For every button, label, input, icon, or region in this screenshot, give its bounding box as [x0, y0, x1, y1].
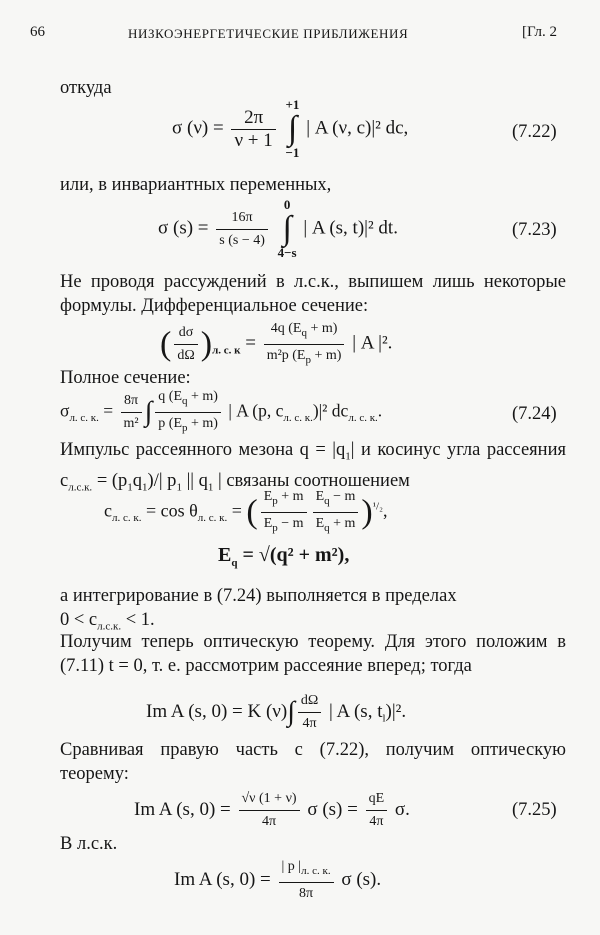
- p5-sub-p1b: 1: [176, 481, 182, 494]
- paragraph-optical: Получим теперь оптическую теорему. Для этого положим в (7.11) t = 0, т. е. рассмотрим рассеяние вперед; тогда: [60, 632, 566, 676]
- eqdiff-den-sub: p: [305, 353, 311, 366]
- eqcos-end: ,: [382, 500, 388, 521]
- eqim1-fraction: [298, 690, 321, 735]
- eqcos-n2-text: E: [315, 489, 325, 504]
- paragraph-total-section: Полное сечение:: [60, 368, 191, 388]
- eq722-label: (7.22): [512, 122, 557, 142]
- p6-range-start: 0 < c: [60, 610, 98, 630]
- eqdiff-tail: | A |².: [352, 332, 393, 354]
- eqim3-lhs: Im A (s, 0) =: [174, 868, 271, 890]
- p5-part-c: = (p: [92, 470, 128, 491]
- p5-sub-p1: 1: [127, 481, 133, 494]
- eq725-mid: σ (s) =: [307, 798, 358, 820]
- equation-7-23: [158, 198, 398, 260]
- eqcos-n2: [313, 486, 359, 513]
- p5-sub-q1b: 1: [207, 481, 214, 494]
- eq724-num: 8π: [121, 390, 142, 413]
- eq722-num: 2π: [231, 107, 275, 130]
- paren-left-icon: (: [160, 325, 172, 363]
- eqE-rhs: = √(q² + m²),: [242, 544, 350, 566]
- eqcos-d1: [261, 513, 307, 539]
- eq725-den: 4π: [262, 814, 277, 829]
- eqcos-d2-sub: q: [324, 521, 330, 534]
- eqdiff-fraction: [264, 318, 345, 371]
- eq722-lower-limit: −1: [285, 145, 300, 160]
- eq722-den: ν + 1: [234, 129, 273, 151]
- eq724-inner-num: [155, 386, 221, 413]
- running-header: [0, 24, 600, 46]
- p5-part-d: q: [132, 470, 143, 491]
- equation-im-a-1: [146, 690, 406, 735]
- eq724-fraction-2: [155, 386, 221, 439]
- paragraph-comparison: Сравнивая правую часть с (7.22), получим оптическую теорему:: [60, 740, 566, 784]
- chapter-label: [Гл. 2: [522, 24, 558, 40]
- eq724-inner-den: [155, 413, 221, 439]
- integral-sign-icon: ∫: [282, 210, 292, 247]
- eq724-inner-num-tail: + m): [187, 389, 218, 404]
- p5-sub-1: 1: [345, 450, 351, 463]
- eqim3-end: σ (s).: [341, 868, 382, 890]
- eq724-inner-num-sub: q: [182, 394, 188, 407]
- eq723-lhs: σ (s) =: [158, 217, 209, 239]
- eqcos-n1: [261, 486, 307, 513]
- eq722-upper-limit: +1: [285, 97, 300, 112]
- p5-sub-lsk: л.с.к.: [68, 481, 93, 494]
- p5-sub-q1: 1: [142, 481, 148, 494]
- eqim1-den: 4π: [302, 716, 317, 731]
- eqcos-fraction-2: [313, 486, 359, 539]
- eq723-lower-limit: 4−s: [277, 245, 297, 260]
- eq722-fraction: [231, 107, 275, 152]
- eqim1-lhs: Im A (s, 0) = K (ν): [146, 700, 288, 722]
- eqcos-n1-tail: + m: [277, 489, 304, 504]
- eq725-end: σ.: [394, 798, 410, 820]
- page-number: 66: [30, 24, 45, 40]
- eqcos-d1-sub: p: [272, 521, 278, 534]
- integral-sign-icon: ∫: [287, 696, 295, 728]
- eq724-inner-den-tail: + m): [187, 415, 218, 431]
- paragraph-invariant: или, в инвариантных переменных,: [60, 175, 332, 195]
- eq725-fraction-1: [239, 788, 300, 833]
- eqcos-equals: =: [231, 500, 242, 521]
- eqdiff-den-text: m²p (E: [266, 347, 306, 363]
- eq724-body-sub2: л. с. к.: [348, 411, 378, 424]
- eqim3-num: [279, 856, 334, 883]
- eq724-end: .: [377, 400, 383, 421]
- eqim1-body-sub: l: [382, 712, 386, 725]
- eqcos-d2-text: E: [315, 515, 325, 531]
- eq723-fraction: [216, 207, 268, 252]
- eqE-lhs-sub: q: [231, 557, 238, 569]
- eqcos-d2-tail: + m: [329, 515, 356, 531]
- eq725-fraction-2: [366, 788, 388, 833]
- eq725-den2: 4π: [369, 814, 384, 829]
- paragraph-lsk-short: В л.с.к.: [60, 834, 118, 854]
- eqdiff-lhs-den: dΩ: [177, 347, 195, 363]
- equation-7-25: [134, 788, 410, 833]
- eqcos-mid: = cos θ: [145, 500, 198, 521]
- eqcos-n2-sub: q: [324, 494, 330, 507]
- eq724-inner-den-sub: p: [182, 421, 188, 434]
- p5-part-g: | связаны соотношением: [213, 470, 410, 491]
- paren-right-icon: ): [200, 325, 213, 363]
- eqdiff-num-tail: + m): [306, 321, 338, 336]
- equation-cos-theta: [104, 486, 387, 539]
- eq723-num: 16π: [216, 207, 268, 230]
- eqcos-d1-tail: − m: [277, 515, 304, 531]
- equation-im-a-3: [174, 856, 381, 905]
- paragraph-lsk: Не проводя рассуждений в л.с.к., выпишем лишь некоторые формулы. Дифференциальное сечение:: [60, 272, 566, 316]
- eqcos-power: ¹/₂: [372, 500, 383, 513]
- eqim1-body: | A (s, t: [329, 700, 383, 722]
- eq722-body: | A (ν, c)|² dc,: [306, 117, 409, 139]
- eqdiff-den-tail: + m): [311, 347, 342, 363]
- eqcos-d2: [313, 513, 359, 539]
- eqim1-body-tail: )|².: [385, 700, 407, 722]
- running-title: НИЗКОЭНЕРГЕТИЧЕСКИЕ ПРИБЛИЖЕНИЯ: [128, 26, 409, 41]
- equation-energy: [218, 544, 349, 569]
- eqcos-n1-text: E: [263, 489, 273, 504]
- eqcos-lhs-sub: л. с. к.: [112, 512, 142, 525]
- eq724-fraction-1: [121, 390, 142, 435]
- eq724-inner-den-text: p (E: [158, 415, 183, 431]
- eq724-label: (7.24): [512, 404, 557, 424]
- integral-sign-icon: ∫: [144, 396, 153, 428]
- eqdiff-lhs-sub: л. с. к: [212, 344, 241, 357]
- eq725-label: (7.25): [512, 800, 557, 820]
- p6-range-sub: л.с.к.: [97, 620, 122, 633]
- eq723-label: (7.23): [512, 220, 557, 240]
- eqim3-fraction: [279, 856, 334, 905]
- eq722-lhs: σ (ν) =: [172, 117, 224, 139]
- eq722-integral: [286, 98, 300, 160]
- eq725-num: √ν (1 + ν): [239, 788, 300, 811]
- eq724-lhs: σ: [60, 400, 70, 421]
- eqim1-num: dΩ: [298, 690, 321, 713]
- eqcos-n1-sub: p: [272, 494, 278, 507]
- p6-range-end: < 1.: [121, 610, 155, 630]
- eq725-lhs: Im A (s, 0) =: [134, 798, 231, 820]
- p5-part-b: | и косинус угла рассеяния c: [60, 440, 566, 491]
- eqdiff-num: [264, 318, 345, 345]
- equation-differential-section: [160, 318, 392, 371]
- eq724-inner-num-text: q (E: [158, 389, 183, 404]
- p5-part-a: Импульс рассеянного мезона q = |q: [60, 440, 346, 460]
- eqim3-num-sub: л. с. к.: [301, 864, 331, 877]
- eqim3-num-text: | p |: [281, 859, 302, 874]
- equation-7-22: [172, 98, 408, 160]
- eq724-lhs-sub: л. с. к.: [69, 411, 99, 424]
- eqcos-fraction-1: [261, 486, 307, 539]
- eqim3-den: 8π: [299, 885, 314, 901]
- equation-7-24: [60, 386, 382, 439]
- eqcos-d1-text: E: [263, 515, 273, 531]
- p6-text: а интегрирование в (7.24) выполняется в пределах: [60, 586, 457, 606]
- eq724-body-sub: л. с. к.: [283, 411, 313, 424]
- eqE-lhs: E: [218, 544, 232, 566]
- eqcos-lhs: c: [104, 500, 112, 521]
- eq724-body: | A (p, c: [228, 400, 284, 421]
- eq723-body: | A (s, t)|² dt.: [303, 217, 398, 239]
- p5-part-f: || q: [181, 470, 208, 491]
- integral-sign-icon: ∫: [287, 110, 298, 147]
- eqdiff-lhs-num: dσ: [174, 322, 197, 345]
- eqdiff-lhs-fraction: [174, 322, 197, 367]
- eqdiff-num-sub: q: [301, 326, 307, 339]
- paren-right-icon: ): [361, 493, 373, 531]
- eq725-num2: qE: [366, 788, 388, 811]
- eq724-equals: =: [103, 400, 114, 421]
- eq724-body-tail: )|² dc: [312, 400, 349, 421]
- paragraph-otkuda: откуда: [60, 78, 112, 98]
- eq723-integral: [278, 198, 297, 260]
- eqcos-n2-tail: − m: [329, 489, 356, 504]
- paren-left-icon: (: [246, 493, 258, 531]
- eqdiff-num-text: 4q (E: [270, 321, 302, 336]
- eq723-den: s (s − 4): [219, 232, 265, 248]
- eqcos-mid-sub: л. с. к.: [197, 512, 228, 525]
- p5-part-e: )/| p: [147, 470, 177, 491]
- eq723-upper-limit: 0: [283, 197, 291, 212]
- eq724-den: m²: [123, 415, 139, 431]
- eqdiff-equals: =: [245, 332, 256, 354]
